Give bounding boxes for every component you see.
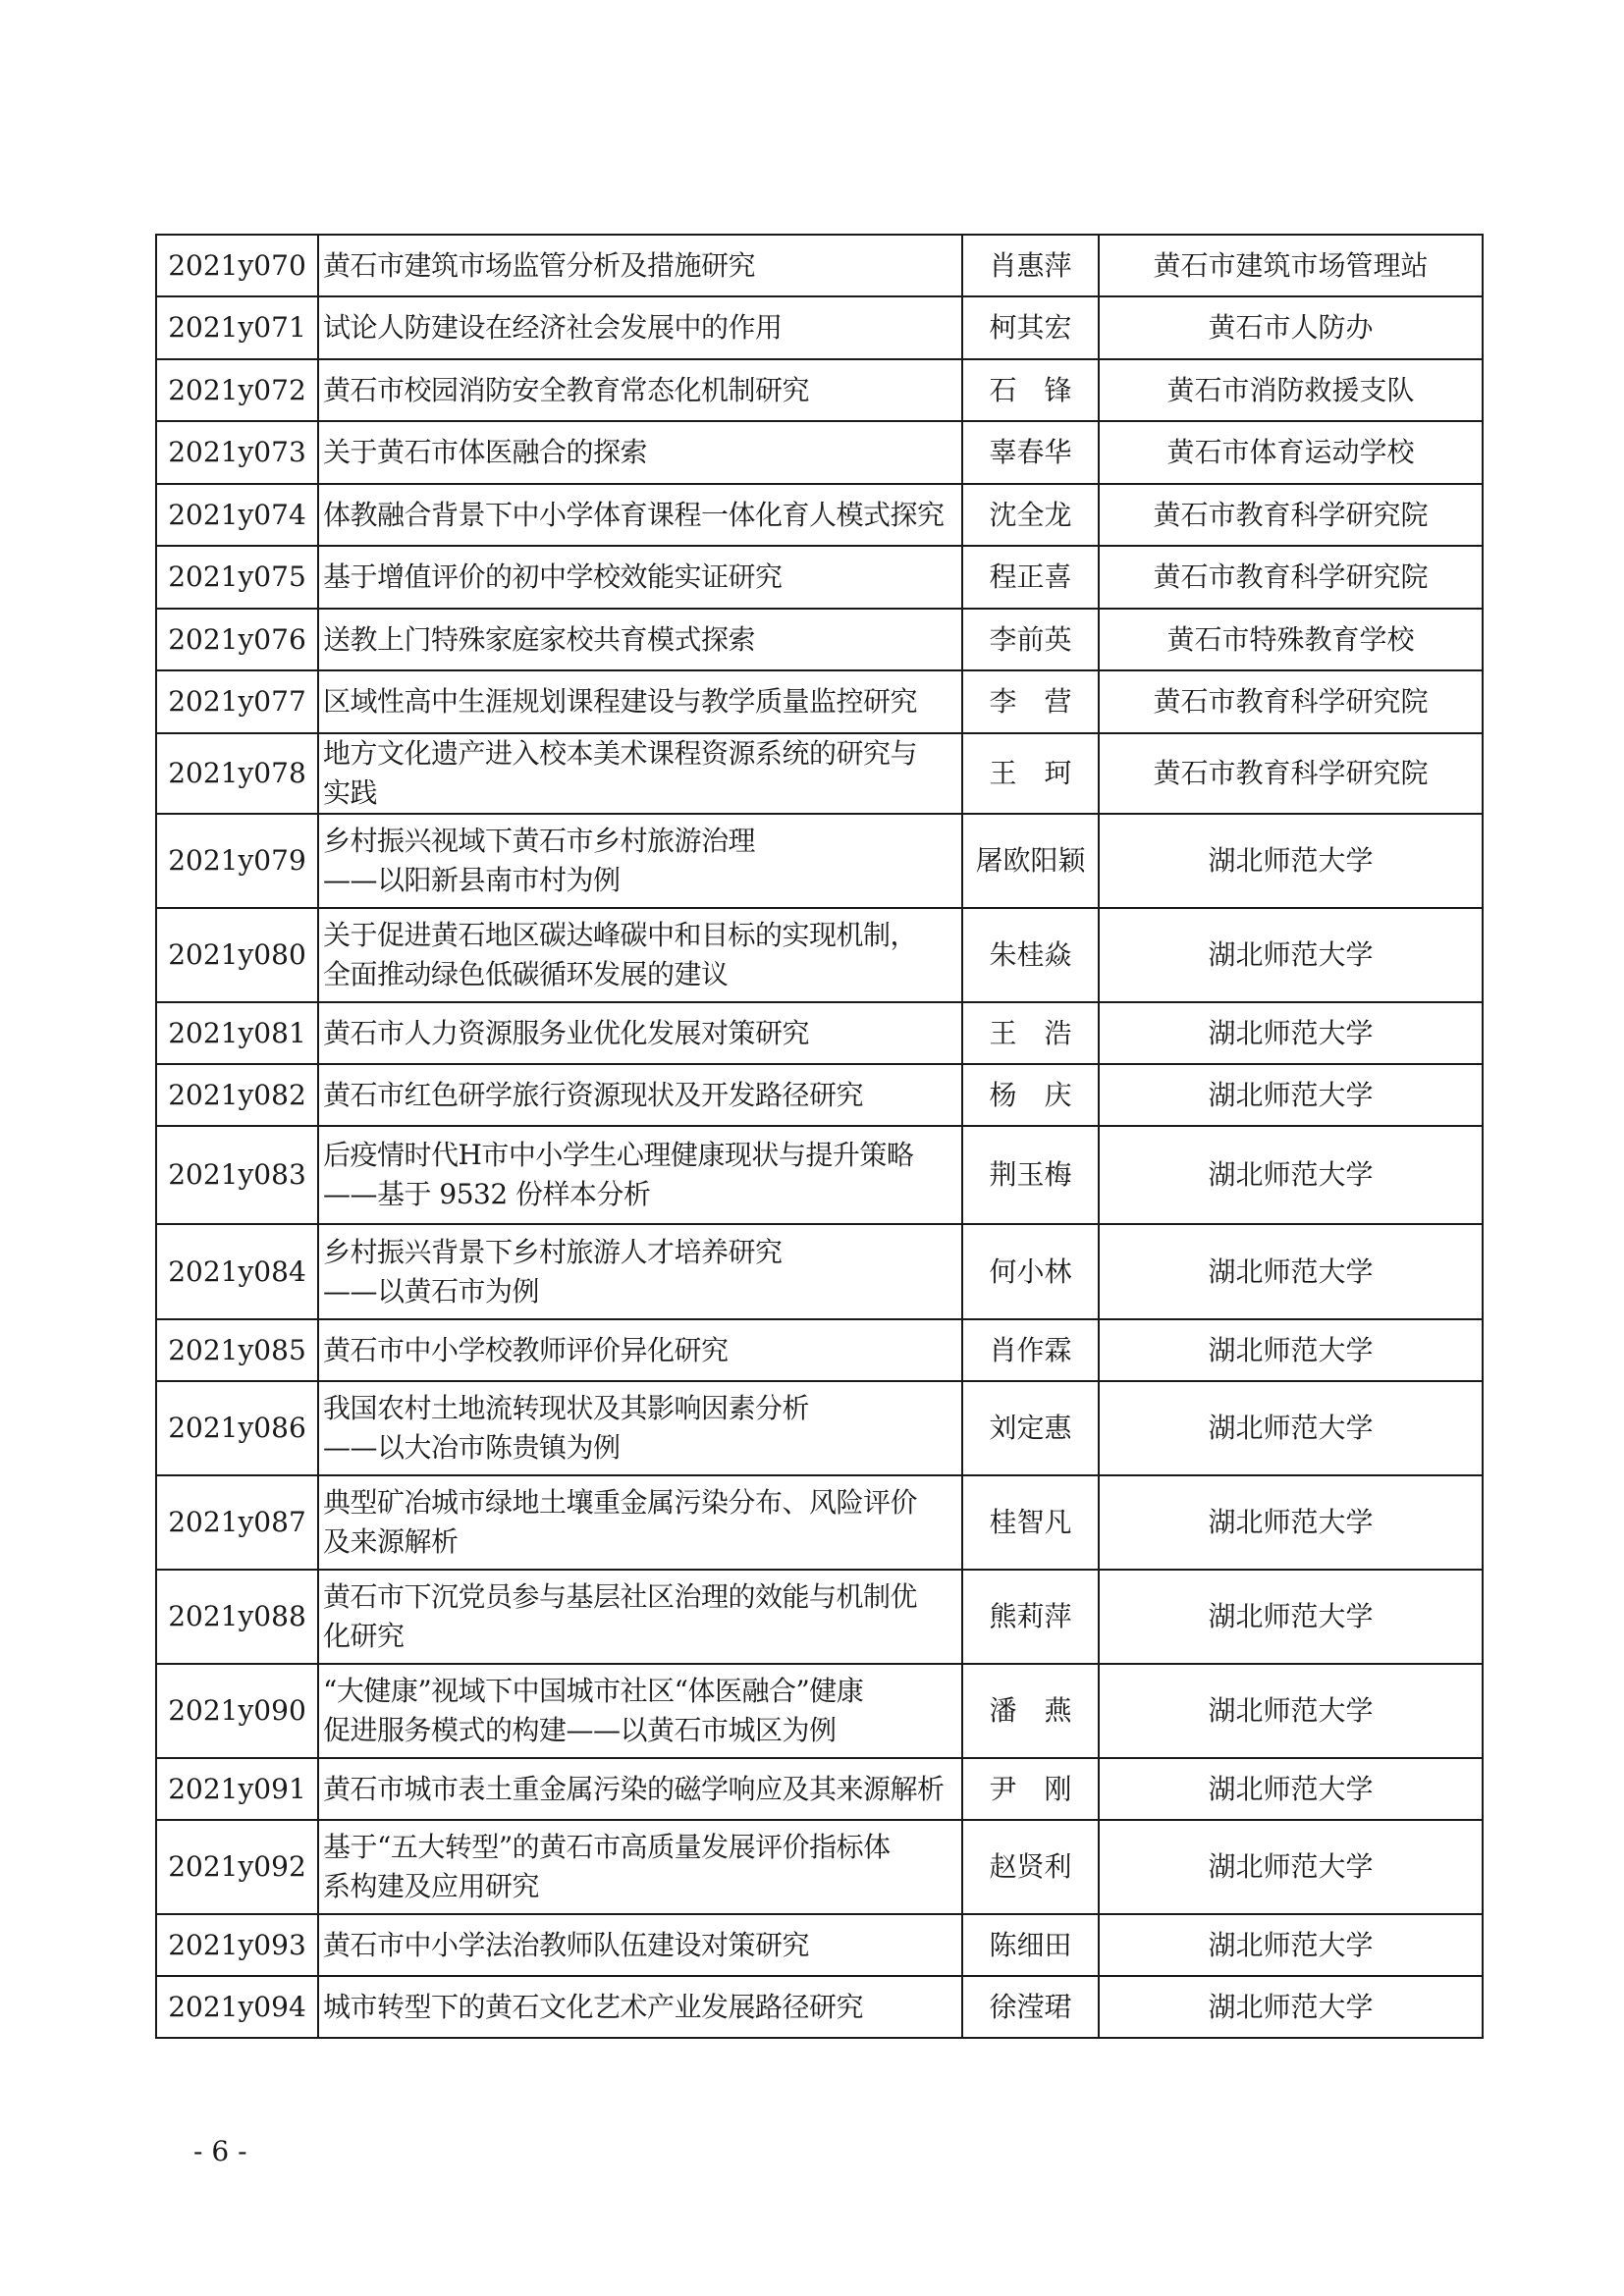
title-cell: 送教上门特殊家庭家校共育模式探索 (318, 609, 962, 670)
table-row (156, 1475, 1483, 1570)
title-cell: 我国农村土地流转现状及其影响因素分析 ——以大冶市陈贵镇为例 (318, 1381, 962, 1475)
organization-cell: 湖北师范大学 (1099, 1820, 1483, 1914)
title-cell: 黄石市红色研学旅行资源现状及开发路径研究 (318, 1064, 962, 1126)
table-row (156, 235, 1483, 296)
page-number: - 6 - (193, 2135, 247, 2167)
code-cell: 2021y083 (156, 1126, 318, 1224)
title-cell: 黄石市中小学法治教师队伍建设对策研究 (318, 1914, 962, 1976)
organization-cell: 湖北师范大学 (1099, 1064, 1483, 1126)
table-row (156, 1914, 1483, 1976)
code-cell: 2021y073 (156, 421, 318, 484)
code-cell: 2021y071 (156, 296, 318, 359)
researcher-cell: 程正喜 (962, 546, 1099, 609)
code-cell: 2021y090 (156, 1664, 318, 1758)
code-cell: 2021y072 (156, 359, 318, 421)
organization-cell: 黄石市教育科学研究院 (1099, 733, 1483, 814)
organization-cell: 湖北师范大学 (1099, 1758, 1483, 1820)
organization-cell: 湖北师范大学 (1099, 1976, 1483, 2038)
title-cell: 关于促进黄石地区碳达峰碳中和目标的实现机制， 全面推动绿色低碳循环发展的建议 (318, 908, 962, 1002)
code-cell: 2021y082 (156, 1064, 318, 1126)
project-table (155, 234, 1484, 2039)
table-row (156, 908, 1483, 1002)
table-row (156, 546, 1483, 609)
table-row (156, 359, 1483, 421)
table-row (156, 1664, 1483, 1758)
title-cell: 黄石市中小学校教师评价异化研究 (318, 1319, 962, 1381)
table-row (156, 609, 1483, 670)
table-row (156, 1570, 1483, 1664)
researcher-cell: 朱桂焱 (962, 908, 1099, 1002)
code-cell: 2021y078 (156, 733, 318, 814)
organization-cell: 湖北师范大学 (1099, 1664, 1483, 1758)
code-cell: 2021y093 (156, 1914, 318, 1976)
table-row (156, 1381, 1483, 1475)
title-cell: “大健康”视域下中国城市社区“体医融合”健康 促进服务模式的构建——以黄石市城区为例 (318, 1664, 962, 1758)
table-body (156, 235, 1483, 2038)
researcher-cell: 柯其宏 (962, 296, 1099, 359)
title-cell: 黄石市建筑市场监管分析及措施研究 (318, 235, 962, 296)
researcher-cell: 熊莉萍 (962, 1570, 1099, 1664)
organization-cell: 湖北师范大学 (1099, 908, 1483, 1002)
code-cell: 2021y080 (156, 908, 318, 1002)
title-cell: 乡村振兴视域下黄石市乡村旅游治理 ——以阳新县南市村为例 (318, 814, 962, 908)
researcher-cell: 石 锋 (962, 359, 1099, 421)
code-cell: 2021y081 (156, 1002, 318, 1064)
code-cell: 2021y070 (156, 235, 318, 296)
organization-cell: 湖北师范大学 (1099, 1002, 1483, 1064)
organization-cell: 黄石市人防办 (1099, 296, 1483, 359)
title-cell: 黄石市城市表土重金属污染的磁学响应及其来源解析 (318, 1758, 962, 1820)
table-row (156, 296, 1483, 359)
researcher-cell: 刘定惠 (962, 1381, 1099, 1475)
table-row (156, 670, 1483, 733)
table-row (156, 1126, 1483, 1224)
organization-cell: 湖北师范大学 (1099, 1914, 1483, 1976)
title-cell: 典型矿冶城市绿地土壤重金属污染分布、风险评价 及来源解析 (318, 1475, 962, 1570)
researcher-cell: 王 浩 (962, 1002, 1099, 1064)
table-row (156, 733, 1483, 814)
organization-cell: 黄石市教育科学研究院 (1099, 546, 1483, 609)
table-row (156, 814, 1483, 908)
code-cell: 2021y077 (156, 670, 318, 733)
code-cell: 2021y086 (156, 1381, 318, 1475)
researcher-cell: 桂智凡 (962, 1475, 1099, 1570)
researcher-cell: 荆玉梅 (962, 1126, 1099, 1224)
title-cell: 乡村振兴背景下乡村旅游人才培养研究 ——以黄石市为例 (318, 1224, 962, 1319)
researcher-cell: 肖作霖 (962, 1319, 1099, 1381)
table-row (156, 421, 1483, 484)
code-cell: 2021y087 (156, 1475, 318, 1570)
table-row (156, 1820, 1483, 1914)
organization-cell: 湖北师范大学 (1099, 1381, 1483, 1475)
title-cell: 基于增值评价的初中学校效能实证研究 (318, 546, 962, 609)
organization-cell: 黄石市消防救援支队 (1099, 359, 1483, 421)
organization-cell: 湖北师范大学 (1099, 1475, 1483, 1570)
organization-cell: 黄石市特殊教育学校 (1099, 609, 1483, 670)
title-cell: 关于黄石市体医融合的探索 (318, 421, 962, 484)
table-row (156, 1224, 1483, 1319)
researcher-cell: 赵贤利 (962, 1820, 1099, 1914)
title-cell: 试论人防建设在经济社会发展中的作用 (318, 296, 962, 359)
table-row (156, 1319, 1483, 1381)
researcher-cell: 辜春华 (962, 421, 1099, 484)
organization-cell: 湖北师范大学 (1099, 1319, 1483, 1381)
organization-cell: 湖北师范大学 (1099, 814, 1483, 908)
researcher-cell: 何小林 (962, 1224, 1099, 1319)
title-cell: 地方文化遗产进入校本美术课程资源系统的研究与 实践 (318, 733, 962, 814)
code-cell: 2021y076 (156, 609, 318, 670)
code-cell: 2021y079 (156, 814, 318, 908)
table-row (156, 1002, 1483, 1064)
researcher-cell: 沈全龙 (962, 484, 1099, 546)
researcher-cell: 潘 燕 (962, 1664, 1099, 1758)
organization-cell: 黄石市教育科学研究院 (1099, 484, 1483, 546)
title-cell: 基于“五大转型”的黄石市高质量发展评价指标体 系构建及应用研究 (318, 1820, 962, 1914)
table-row (156, 1064, 1483, 1126)
organization-cell: 黄石市体育运动学校 (1099, 421, 1483, 484)
code-cell: 2021y085 (156, 1319, 318, 1381)
researcher-cell: 肖惠萍 (962, 235, 1099, 296)
organization-cell: 黄石市建筑市场管理站 (1099, 235, 1483, 296)
code-cell: 2021y088 (156, 1570, 318, 1664)
table-row (156, 484, 1483, 546)
title-cell: 黄石市下沉党员参与基层社区治理的效能与机制优 化研究 (318, 1570, 962, 1664)
researcher-cell: 杨 庆 (962, 1064, 1099, 1126)
title-cell: 后疫情时代H市中小学生心理健康现状与提升策略 ——基于 9532 份样本分析 (318, 1126, 962, 1224)
organization-cell: 湖北师范大学 (1099, 1224, 1483, 1319)
table-row (156, 1758, 1483, 1820)
researcher-cell: 尹 刚 (962, 1758, 1099, 1820)
code-cell: 2021y094 (156, 1976, 318, 2038)
code-cell: 2021y092 (156, 1820, 318, 1914)
researcher-cell: 李前英 (962, 609, 1099, 670)
researcher-cell: 王 珂 (962, 733, 1099, 814)
researcher-cell: 李 营 (962, 670, 1099, 733)
title-cell: 黄石市人力资源服务业优化发展对策研究 (318, 1002, 962, 1064)
researcher-cell: 徐滢珺 (962, 1976, 1099, 2038)
researcher-cell: 陈细田 (962, 1914, 1099, 1976)
code-cell: 2021y074 (156, 484, 318, 546)
organization-cell: 黄石市教育科学研究院 (1099, 670, 1483, 733)
code-cell: 2021y091 (156, 1758, 318, 1820)
title-cell: 城市转型下的黄石文化艺术产业发展路径研究 (318, 1976, 962, 2038)
organization-cell: 湖北师范大学 (1099, 1126, 1483, 1224)
title-cell: 体教融合背景下中小学体育课程一体化育人模式探究 (318, 484, 962, 546)
table-row (156, 1976, 1483, 2038)
title-cell: 区域性高中生涯规划课程建设与教学质量监控研究 (318, 670, 962, 733)
researcher-cell: 屠欧阳颖 (962, 814, 1099, 908)
title-cell: 黄石市校园消防安全教育常态化机制研究 (318, 359, 962, 421)
code-cell: 2021y075 (156, 546, 318, 609)
organization-cell: 湖北师范大学 (1099, 1570, 1483, 1664)
code-cell: 2021y084 (156, 1224, 318, 1319)
